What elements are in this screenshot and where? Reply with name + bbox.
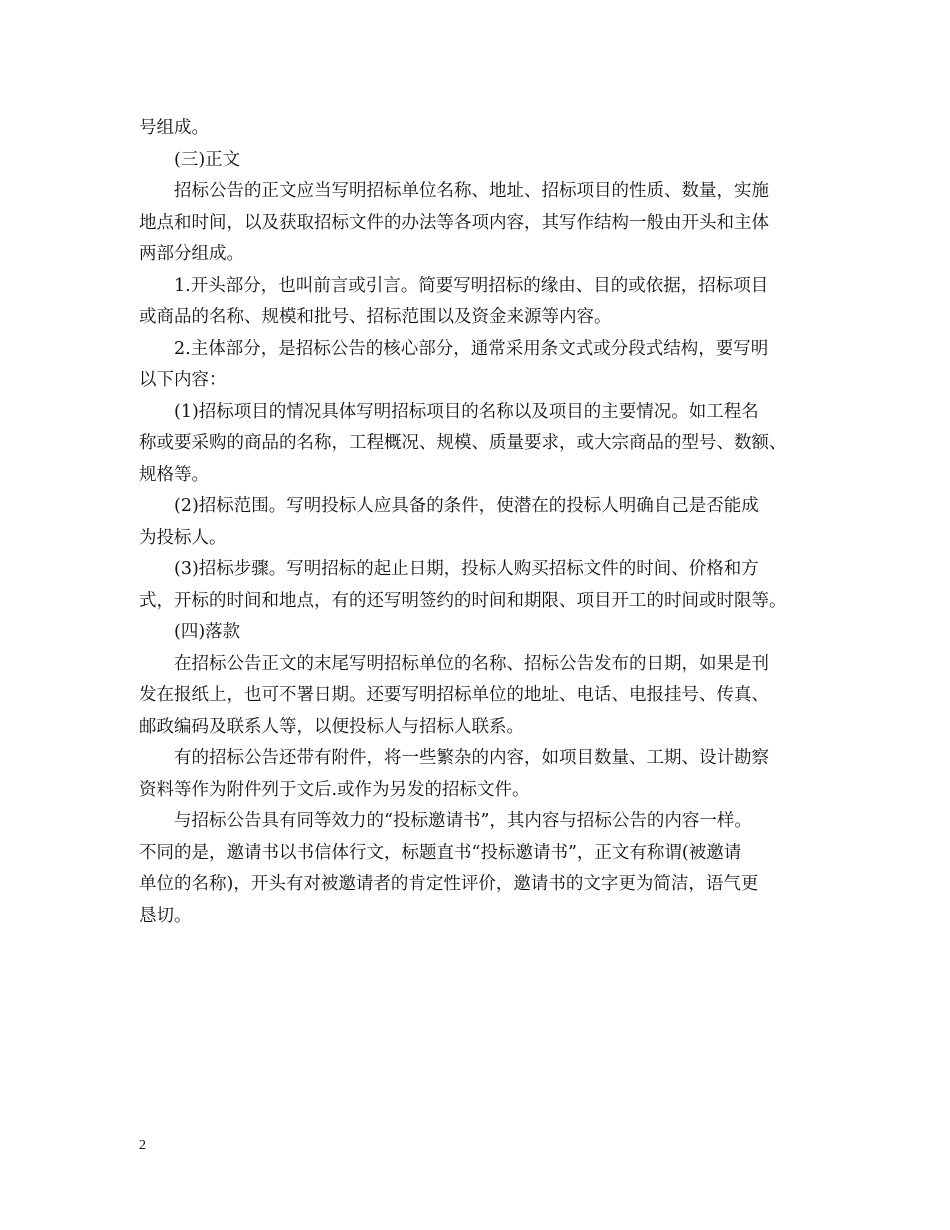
paragraph (139, 617, 829, 649)
text-line: 邮政编码及联系人等，以便投标人与招标人联系。 (139, 716, 524, 737)
paragraph (139, 176, 829, 271)
text-line: 称或要采购的商品的名称，工程概况、规模、质量要求，或大宗商品的型号、数额、 (139, 433, 787, 453)
document-body (139, 113, 829, 932)
paragraph (139, 397, 829, 492)
paragraph (139, 649, 829, 744)
text-line: 2.主体部分，是招标公告的核心部分，通常采用条文式或分段式结构，要写明 (174, 338, 769, 359)
text-line: (四)落款 (174, 622, 241, 642)
text-line: 以下内容： (139, 370, 227, 390)
text-line: 不同的是，邀请书以书信体行文，标题直书“投标邀请书”，正文有称谓(被邀请 (139, 842, 742, 863)
text-line: 资料等作为附件列于文后.或作为另发的招标文件。 (139, 779, 530, 800)
text-line: 有的招标公告还带有附件，将一些繁杂的内容，如项目数量、工期、设计勘察 (174, 748, 769, 768)
page-number: 2 (139, 1138, 146, 1153)
paragraph (139, 145, 829, 177)
text-line: (3)招标步骤。写明招标的起止日期，投标人购买招标文件的时间、价格和方 (174, 559, 759, 579)
text-line: (1)招标项目的情况具体写明招标项目的名称以及项目的主要情况。如工程名 (174, 401, 759, 422)
text-line: 招标公告的正文应当写明招标单位名称、地址、招标项目的性质、数量，实施 (174, 181, 769, 201)
paragraph (139, 113, 829, 145)
text-line: 号组成。 (139, 118, 209, 138)
text-line: 地点和时间，以及获取招标文件的办法等各项内容，其写作结构一般由开头和主体 (139, 212, 769, 233)
paragraph (139, 271, 829, 334)
paragraph (139, 334, 829, 397)
paragraph (139, 806, 829, 932)
text-line: 式，开标的时间和地点，有的还写明签约的时间和期限、项目开工的时间或时限等。 (139, 590, 787, 611)
text-line: 规格等。 (139, 464, 209, 485)
text-line: (三)正文 (174, 149, 241, 170)
text-line: 或商品的名称、规模和批号、招标范围以及资金来源等内容。 (139, 307, 612, 327)
paragraph (139, 554, 829, 617)
text-line: 发在报纸上，也可不署日期。还要写明招标单位的地址、电话、电报挂号、传真、 (139, 685, 769, 705)
text-line: 为投标人。 (139, 527, 227, 548)
paragraph (139, 491, 829, 554)
text-line: 在招标公告正文的末尾写明招标单位的名称、招标公告发布的日期，如果是刊 (174, 653, 769, 674)
text-line: 1.开头部分，也叫前言或引言。简要写明招标的缘由、目的或依据，招标项目 (174, 275, 769, 296)
text-line: 单位的名称)，开头有对被邀请者的肯定性评价，邀请书的文字更为简洁，语气更 (139, 874, 759, 894)
text-line: (2)招标范围。写明投标人应具备的条件，使潜在的投标人明确自己是否能成 (174, 496, 759, 516)
text-line: 恳切。 (139, 905, 192, 926)
paragraph (139, 743, 829, 806)
text-line: 两部分组成。 (139, 244, 244, 264)
text-line: 与招标公告具有同等效力的“投标邀请书”，其内容与招标公告的内容一样。 (174, 811, 752, 831)
